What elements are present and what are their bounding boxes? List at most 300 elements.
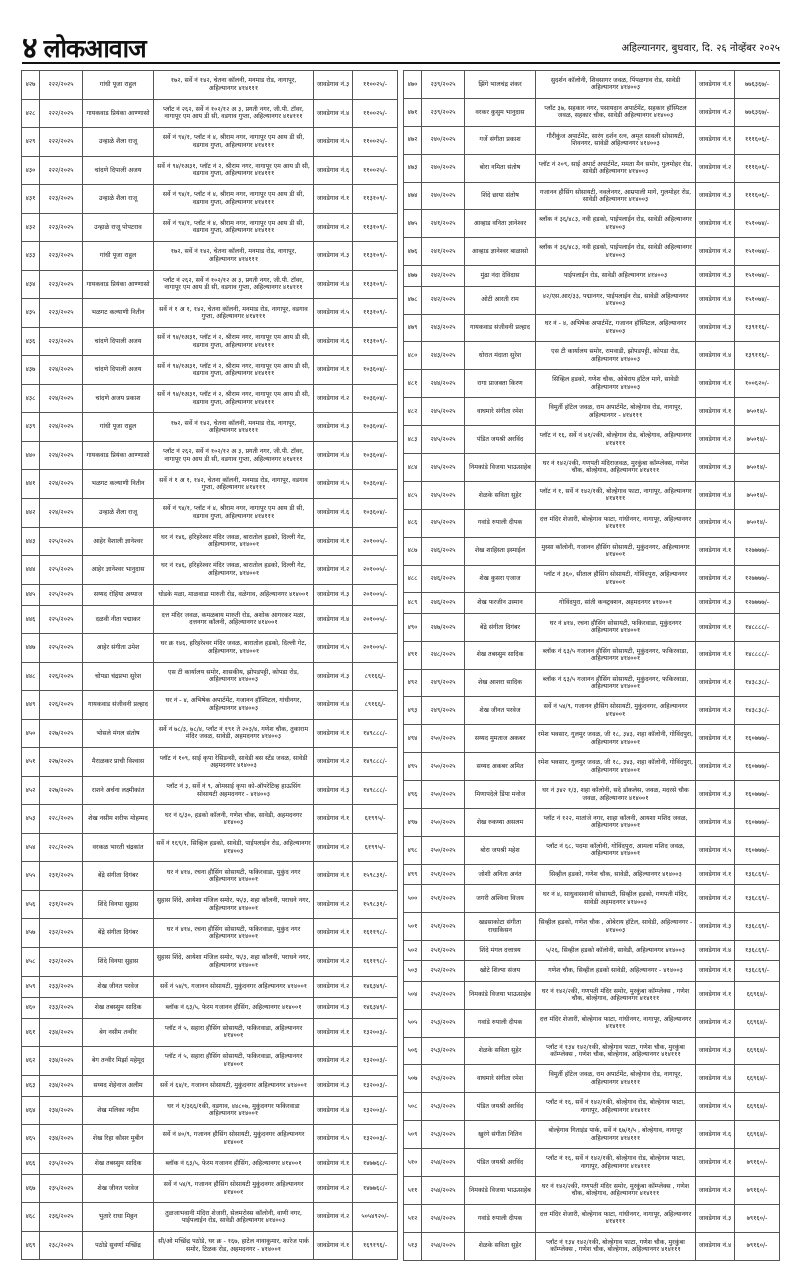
serial-number-cell: ४४४ <box>22 556 40 585</box>
person-name-cell: सय्यद अकबर अमित <box>465 753 536 781</box>
notice-table-left <box>21 70 398 1260</box>
office-cell: जावडेगाव नं.४ <box>696 342 735 370</box>
address-cell: ब्लॉक नं ३६/४८३, नवी हडको, पाईपलाईन रोड, सावेडी अहिल्यानगर ४१४००३ <box>536 210 696 238</box>
person-name-cell: शेख कुसरा एजाज <box>465 565 536 593</box>
serial-number-cell: ४९९ <box>404 864 422 884</box>
table-row <box>404 286 780 314</box>
person-name-cell: गांधी पूजा राहुल <box>83 71 154 100</box>
address-cell: गजानन हौसिंग सोसायटी, नवलेनगर, आम्रपाली मागे, गुलमोहर रोड, सावेडी अहिल्यानगर ४१४००३ <box>536 182 696 210</box>
address-cell: सर्वे नं ९४/१अ३१, प्लॉट नं २, श्रीराम नगर, नागापूर एम आय डी सी, वडगाव गुप्ता, अहिल्यानगर ४१४१११ <box>154 156 314 185</box>
person-name-cell: गवांडे रुपाली दीपक <box>465 509 536 537</box>
table-row <box>404 71 780 99</box>
person-name-cell: जोशी अनिता अनंत <box>465 864 536 884</box>
table-row <box>22 384 398 413</box>
person-name-cell: वरकळ भारती चंद्रकांत <box>83 833 154 862</box>
serial-number-cell: ४३० <box>22 156 40 185</box>
office-cell: जावडेगाव नं.३ <box>314 71 353 100</box>
office-cell: जावडेगाव नं.३ <box>696 1204 735 1232</box>
person-name-cell: निमकांडे विजया भाऊसाहेब <box>465 453 536 481</box>
office-cell: जावडेगाव नं.६ <box>314 498 353 527</box>
case-number-cell: २२६/२०२५ <box>40 691 83 720</box>
amount-cell: १६११९८/- <box>353 919 398 948</box>
address-cell: सुहास शिंदे, आयेशा मंजिल समोर, फ/३, शहा कॉलनी, पराधने नगर, अहिल्यानगर ४१४००१ <box>154 890 314 919</box>
person-name-cell: चोपडा चंद्रप्रभा सुरेश <box>83 662 154 691</box>
address-cell: सिव्हील हडको, गणेश चौक , ओबेराय हॉटेल, सावेडी, अहिल्यानगर - ४१४००३ <box>536 913 696 941</box>
person-name-cell: गवांडे रुपाली दीपक <box>465 1009 536 1037</box>
table-row <box>404 1121 780 1149</box>
office-cell: जावडेगाव नं.५ <box>696 1093 735 1121</box>
serial-number-cell: ४६७ <box>22 1174 40 1203</box>
amount-cell: १५१०७४/- <box>735 286 780 314</box>
amount-cell: ११३१०९/- <box>353 213 398 242</box>
case-number-cell: २३५/२०२५ <box>40 1174 83 1203</box>
office-cell: जावडेगाव नं.२ <box>696 565 735 593</box>
table-row <box>404 1177 780 1205</box>
table-row <box>404 210 780 238</box>
table-row <box>404 641 780 669</box>
case-number-cell: २४६/२०२५ <box>422 565 465 593</box>
amount-cell: १४६३४९/- <box>353 997 398 1018</box>
table-row <box>22 1047 398 1076</box>
table-row <box>22 356 398 385</box>
amount-cell: १०३६०४/- <box>353 470 398 499</box>
table-row <box>22 185 398 214</box>
person-name-cell: जगरी अश्विना विजय <box>465 885 536 913</box>
case-number-cell: २५०/२०२५ <box>422 781 465 809</box>
office-cell: जावडेगाव नं.३ <box>696 453 735 481</box>
case-number-cell: २२७/२०२५ <box>40 719 83 748</box>
serial-number-cell: ४५२ <box>22 776 40 805</box>
amount-cell: ११३१०९/- <box>353 185 398 214</box>
office-cell: जावडेगाव नं.१ <box>314 719 353 748</box>
table-row <box>22 776 398 805</box>
serial-number-cell: ४७३ <box>404 154 422 182</box>
address-cell: प्लॉट नं १३४ १४२/१की, बोल्हेगाव फाटा, गणेश चौक, मुरकुंबा कॉम्प्लेक्स , गणेश चौक, बोल्हेगाव, अहिल्यानगर ४१४१११ <box>536 1232 696 1260</box>
case-number-cell: २३५/२०२५ <box>40 1153 83 1174</box>
table-row <box>22 976 398 997</box>
table-row <box>22 270 398 299</box>
address-cell: एस टी कार्यालय समोर, रामवाडी, झोपडपट्टी, कोपडा रोड, अहिल्यानगर ४१४००३ <box>536 342 696 370</box>
case-number-cell: २३१/२०२५ <box>40 890 83 919</box>
office-cell: जावडेगाव नं.६ <box>314 327 353 356</box>
person-name-cell: निमकांडे विजया भाऊसाहेब <box>465 981 536 1009</box>
serial-number-cell: ४७२ <box>404 126 422 154</box>
office-cell: जावडेगाव नं.२ <box>314 833 353 862</box>
office-cell: जावडेगाव नं.४ <box>314 691 353 720</box>
person-name-cell: बेग तन्वीर मिर्झा महेमूद <box>83 1047 154 1076</box>
address-cell: घर नं ४१४, रचना हौसिंग सोसायटी, फकिरवाडा, मुकुंद नगर अहिल्यानगर ४१४००१ <box>154 919 314 948</box>
amount-cell: ५०५४९२०/- <box>353 1203 398 1232</box>
office-cell: जावडेगाव नं.२ <box>314 976 353 997</box>
amount-cell: ७९१६०/- <box>735 1177 780 1205</box>
office-cell: जावडेगाव नं.१ <box>314 1018 353 1047</box>
person-name-cell: ओटी आरती राम <box>465 286 536 314</box>
amount-cell: ६६९६४/- <box>735 981 780 1009</box>
person-name-cell: चांदणे दिपाली अजय <box>83 356 154 385</box>
case-number-cell: २४५/२०२५ <box>422 398 465 426</box>
address-cell: घर नं - ४, अभिषेक अपार्टमेंट, गजानन हॉस्पिटल, गांधीनगर, अहिल्यानगर ४१४००३ <box>154 691 314 720</box>
office-cell: जावडेगाव नं.१ <box>696 210 735 238</box>
serial-number-cell: ५०४ <box>404 981 422 1009</box>
amount-cell: २०१००५/- <box>353 527 398 556</box>
table-row <box>404 613 780 641</box>
table-row <box>404 1037 780 1065</box>
serial-number-cell: ४३६ <box>22 327 40 356</box>
serial-number-cell: ४९० <box>404 613 422 641</box>
table-row <box>404 509 780 537</box>
case-number-cell: २२५/२०२५ <box>40 556 83 585</box>
table-row <box>404 238 780 266</box>
left-column <box>21 70 398 1260</box>
office-cell: जावडेगाव नं.१ <box>696 725 735 753</box>
person-name-cell: बोरा जयश्री महेश <box>465 836 536 864</box>
serial-number-cell: ४५९ <box>22 976 40 997</box>
case-number-cell: २५१/२०२५ <box>422 913 465 941</box>
address-cell: प्लॉट नं २६२, सर्वे नं १०२/१२ अ ३, प्रगती नगर, जी.पी. टॉवर, नागापूर एम आय डी सी, वडगाव गुप्ता, अहिल्यानगर ४१४१११ <box>154 99 314 128</box>
amount-cell: २०१००५/- <box>353 634 398 663</box>
office-cell: जावडेगाव नं.५ <box>314 1125 353 1154</box>
amount-cell: ७५०१४/- <box>735 509 780 537</box>
address-cell: प्लॉट नं ३, सर्वे नं ९, ओमसाई कृपा को-ऑपरेटिव्ह हाऊसिंग सोसायटी अहमदनगर - ४१४००३ <box>154 776 314 805</box>
serial-number-cell: ४७७ <box>404 266 422 286</box>
table-row <box>404 697 780 725</box>
office-cell: जावडेगाव नं.३ <box>696 266 735 286</box>
table-row <box>22 1096 398 1125</box>
serial-number-cell: ५०१ <box>404 913 422 941</box>
amount-cell: १६९१९६/- <box>353 1231 398 1260</box>
right-column <box>403 70 780 1261</box>
person-name-cell: सय्यद रोहिया अय्याज <box>83 584 154 605</box>
office-cell: जावडेगाव नं.१ <box>696 1149 735 1177</box>
address-cell: ब्लॉक नं ६३/५, फेरम गजानन हौसिंग, अहिल्यानगर ४१४००१ <box>154 1153 314 1174</box>
amount-cell: १००६२०/- <box>735 370 780 398</box>
office-cell: जावडेगाव नं.३ <box>314 776 353 805</box>
case-number-cell: २४८/२०२५ <box>422 641 465 669</box>
case-number-cell: २५३/२०२५ <box>422 1037 465 1065</box>
office-cell: जावडेगाव नं.१ <box>696 864 735 884</box>
amount-cell: ८९१६६/- <box>353 691 398 720</box>
case-number-cell: २२२/२०२५ <box>40 156 83 185</box>
serial-number-cell: ५०० <box>404 885 422 913</box>
address-cell: सुहास शिंदे, आयेशा मंजिल समोर, फ/३, शहा कॉलनी, पराधने नगर, अहिल्यानगर ४१४००१ <box>154 947 314 976</box>
amount-cell: १२७७७७/- <box>735 537 780 565</box>
table-row <box>22 1075 398 1096</box>
case-number-cell: २४५/२०२५ <box>422 509 465 537</box>
case-number-cell: २२८/२०२५ <box>40 833 83 862</box>
address-cell: दत्त मंदिर शेजारी, बोल्हेगाव फाटा, गांधीनगर, नागापूर, अहिल्यानगर ४१४१११ <box>536 509 696 537</box>
address-cell: घर क्र १४६, हरिहरेश्वर मंदिर जवळ, बारातोल हडको, दिल्ली गेट, अहिल्यानगर, ४१४००१ <box>154 634 314 663</box>
address-cell: दत्त मंदिर शेजारी, बोल्हेगाव फाटा, गांधीनगर, नागापूर, अहिल्यानगर ४१४१११ <box>536 1204 696 1232</box>
person-name-cell: चांदणे दिपाली अजय <box>83 327 154 356</box>
person-name-cell: शेख आशरा सादिक <box>465 669 536 697</box>
case-number-cell: २४९/२०२५ <box>422 669 465 697</box>
address-cell: सर्वे नं ७८/३, ७८/४, प्लॉट नं १९१ ते २०३/४, गणेश चौक, तुकाराम मंदिर जवळ, सावेडी, अहमदनगर ४१४००३ <box>154 719 314 748</box>
amount-cell: १४६३४९/- <box>353 976 398 997</box>
amount-cell: १३६८६९/- <box>735 885 780 913</box>
office-cell: जावडेगाव नं.१ <box>314 862 353 891</box>
address-cell: प्लॉट नं ५, सहारा हौसिंग सोसायटी, फकिरवाडा, अहिल्यानगर ४१४००१ <box>154 1047 314 1076</box>
office-cell: जावडेगाव नं.६ <box>696 1121 735 1149</box>
table-row <box>22 862 398 891</box>
person-name-cell: बेंद्रे संगीता दिगंबर <box>465 613 536 641</box>
table-row <box>22 662 398 691</box>
address-cell: घर नं ६/३०, हडको कॉलनी, गणेश चौक, सावेडी, अहमदनगर ४१४००३ <box>154 805 314 834</box>
amount-cell: १४९८८८/- <box>353 748 398 777</box>
serial-number-cell: ४८७ <box>404 537 422 565</box>
case-number-cell: २२७/२०२५ <box>40 776 83 805</box>
serial-number-cell: ४९१ <box>404 641 422 669</box>
office-cell: जावडेगाव नं.१ <box>314 919 353 948</box>
serial-number-cell: ४८० <box>404 342 422 370</box>
amount-cell: ६६९६४/- <box>735 1009 780 1037</box>
person-name-cell: वाघमारे संगीता रमेश <box>465 1065 536 1093</box>
case-number-cell: २२६/२०२५ <box>40 662 83 691</box>
serial-number-cell: ५०२ <box>404 941 422 961</box>
amount-cell: १३९११६/- <box>735 342 780 370</box>
serial-number-cell: ४७८ <box>404 286 422 314</box>
serial-number-cell: ४४२ <box>22 498 40 527</box>
serial-number-cell: ४४१ <box>22 470 40 499</box>
address-cell: सर्वे नं ५४/९, गजानन हौसिंग सोसायटी, मुकुंदनगर, अहिल्यानगर ४१४००१ <box>536 697 696 725</box>
amount-cell: ८९१६६/- <box>353 662 398 691</box>
person-name-cell: भुतारे राधा मिठ्ठन <box>83 1203 154 1232</box>
amount-cell: १३६८६९/- <box>735 961 780 981</box>
person-name-cell: रागा प्राजक्ता किरण <box>465 370 536 398</box>
amount-cell: १३२००३/- <box>353 1096 398 1125</box>
serial-number-cell: ५११ <box>404 1177 422 1205</box>
office-cell: जावडेगाव नं.३ <box>314 997 353 1018</box>
case-number-cell: २३८/२०२५ <box>40 1231 83 1260</box>
amount-cell: ७५०१४/- <box>735 398 780 426</box>
person-name-cell: धोरात मंदाता सुरेश <box>465 342 536 370</box>
table-row <box>404 370 780 398</box>
table-row <box>404 809 780 837</box>
office-cell: जावडेगाव नं.१ <box>314 805 353 834</box>
address-cell: गोविंदपुरा, सांती कन्स्ट्रक्शन, अहमदनगर ४१४००१ <box>536 593 696 613</box>
serial-number-cell: ४९८ <box>404 836 422 864</box>
table-row <box>404 266 780 286</box>
case-number-cell: २२४/२०२५ <box>40 413 83 442</box>
address-cell: सर्वे नं ६४/१, गजानन सोसायटी, मुकुंदनगर अहिल्यानगर ४१४००१ <box>154 1075 314 1096</box>
person-name-cell: पंडित जयश्री अरविंद <box>465 1149 536 1177</box>
office-cell: जावडेगाव नं.३ <box>314 662 353 691</box>
table-row <box>404 781 780 809</box>
office-cell: जावडेगाव नं.३ <box>696 182 735 210</box>
table-row <box>22 947 398 976</box>
serial-number-cell: ४२७ <box>22 71 40 100</box>
amount-cell: १४८८८८/- <box>735 641 780 669</box>
person-name-cell: चांदणे दिपाली अजय <box>83 156 154 185</box>
table-row <box>22 1231 398 1260</box>
serial-number-cell: ४६५ <box>22 1125 40 1154</box>
table-row <box>22 634 398 663</box>
amount-cell: ६६९६४/- <box>735 1121 780 1149</box>
person-name-cell: दळवी नीता पद्माकर <box>83 605 154 634</box>
amount-cell: ६१९९५/- <box>353 805 398 834</box>
amount-cell: १४९८८८/- <box>353 719 398 748</box>
office-cell: जावडेगाव नं.२ <box>696 238 735 266</box>
address-cell: बोल्हेगाव गिताइंड पार्क, सर्वे नं ६७/१/५ , बोल्हेगाव, नागापूर अहिल्यानगर ४१४१११ <box>536 1121 696 1149</box>
amount-cell: १६०७७७/- <box>735 781 780 809</box>
serial-number-cell: ५०९ <box>404 1121 422 1149</box>
table-row <box>22 299 398 328</box>
address-cell: सी/ओ मच्छिंद्र पठोडे, घर क्र - १६७, हाटेल नावाकुमार, कारेज पार्क समोर, टिळक रोड, अहमदनगर - ४१४००१ <box>154 1231 314 1260</box>
office-cell: जावडेगाव नं.४ <box>696 1065 735 1093</box>
office-cell: जावडेगाव नं.४ <box>314 605 353 634</box>
office-cell: जावडेगाव नं.२ <box>696 1177 735 1205</box>
amount-cell: १४३८३८/- <box>735 669 780 697</box>
office-cell: जावडेगाव नं.३ <box>314 584 353 605</box>
person-name-cell: गायकवाड प्रियंका आण्णासो <box>83 270 154 299</box>
person-name-cell: सय्यद मुमताज अकबर <box>465 725 536 753</box>
office-cell: जावडेगाव नं.२ <box>696 697 735 725</box>
amount-cell: ७९१६०/- <box>735 1232 780 1260</box>
table-row <box>22 470 398 499</box>
amount-cell: १११६०६/- <box>735 154 780 182</box>
office-cell: जावडेगाव नं.२ <box>696 426 735 454</box>
office-cell: जावडेगाव नं.१ <box>696 370 735 398</box>
serial-number-cell: ४५८ <box>22 947 40 976</box>
office-cell: जावडेगाव नं.१ <box>314 527 353 556</box>
serial-number-cell: ४६८ <box>22 1203 40 1232</box>
address-cell: मुस्सा कॉलोनी, गजानन हौसिंग सोसायटी, मुकुंदनगर, अहिल्यानगर ४१४००१ <box>536 537 696 565</box>
address-cell: घर नं - ४, अभिषेक अपार्टमेंट, गजानन हॉस्पिटल, अहिल्यानगर ४१४००३ <box>536 314 696 342</box>
table-row <box>404 1093 780 1121</box>
table-row <box>404 426 780 454</box>
amount-cell: १६०७७७/- <box>735 753 780 781</box>
person-name-cell: खुरंगे संगीता नितिन <box>465 1121 536 1149</box>
address-cell: पाईपलाईन रोड, सावेडी अहिल्यानगर ४१४००३ <box>536 266 696 286</box>
office-cell: जावडेगाव नं.४ <box>314 270 353 299</box>
person-name-cell: भळगट कल्याणी नितीन <box>83 299 154 328</box>
office-cell: जावडेगाव नं.४ <box>696 809 735 837</box>
case-number-cell: २२४/२०२५ <box>40 384 83 413</box>
amount-cell: १४७७६८/- <box>353 1153 398 1174</box>
page-number: ४ <box>22 31 38 66</box>
office-cell: जावडेगाव नं.३ <box>696 314 735 342</box>
serial-number-cell: ४७५ <box>404 210 422 238</box>
serial-number-cell: ४३८ <box>22 384 40 413</box>
serial-number-cell: ४५७ <box>22 919 40 948</box>
case-number-cell: २२३/२०२५ <box>40 185 83 214</box>
amount-cell: १६०७७७/- <box>735 836 780 864</box>
serial-number-cell: ४३४ <box>22 270 40 299</box>
case-number-cell: २२४/२०२५ <box>40 470 83 499</box>
office-cell: जावडेगाव नं.५ <box>696 836 735 864</box>
case-number-cell: २३४/२०२५ <box>40 1096 83 1125</box>
address-cell: प्लॉट नं १२२, मातांजे नगर, शाहा कॉलनी, आयशा मशिद जवळ, अहिल्यानगर ४१४००१ <box>536 809 696 837</box>
case-number-cell: २२२/२०२५ <box>40 71 83 100</box>
address-cell: गौरीकुंज अपार्टमेंट, सारंग दर्शन रत्न, अमृत सावली सोसायटी, शिवनगर, सावेडी अहिल्यानगर ४१४००३ <box>536 126 696 154</box>
case-number-cell: २२२/२०२५ <box>40 128 83 157</box>
person-name-cell: बोरा नमिता संतोष <box>465 154 536 182</box>
serial-number-cell: ४५१ <box>22 748 40 777</box>
address-cell: ब्लॉक नं ६३/५ गजानन हौसिंग सोसायटी, मुकुंदनगर, फकिरवाडा, अहिल्यानगर ४१४००१ <box>536 669 696 697</box>
person-name-cell: खडसाकोटा संगीता राधाकिसन <box>465 913 536 941</box>
table-row <box>22 99 398 128</box>
table-row <box>22 327 398 356</box>
case-number-cell: २५०/२०२५ <box>422 809 465 837</box>
person-name-cell: खोटे शिल्पा संजय <box>465 961 536 981</box>
table-row <box>22 242 398 271</box>
office-cell: जावडेगाव नं.५ <box>314 299 353 328</box>
serial-number-cell: ४५३ <box>22 805 40 834</box>
serial-number-cell: ५०५ <box>404 1009 422 1037</box>
office-cell: जावडेगाव नं.३ <box>314 1075 353 1096</box>
serial-number-cell: ४४० <box>22 441 40 470</box>
person-name-cell: वरकर कुसुम भानुदास <box>465 98 536 126</box>
office-cell: जावडेगाव नं.२ <box>314 384 353 413</box>
serial-number-cell: ४५० <box>22 719 40 748</box>
amount-cell: ११३१०९/- <box>353 327 398 356</box>
person-name-cell: बेंद्रे संगीता दिगंबर <box>83 862 154 891</box>
address-cell: सर्वे नं ९४/१, प्लॉट नं ४, श्रीराम नगर, नागापूर एम आय डी सी, वडगाव गुप्ता, अहिल्यानगर ४१४१११ <box>154 128 314 157</box>
person-name-cell: शेख रिहा कौसर मुबीन <box>83 1125 154 1154</box>
office-cell: जावडेगाव नं.१ <box>696 641 735 669</box>
serial-number-cell: ४८८ <box>404 565 422 593</box>
table-row <box>22 156 398 185</box>
case-number-cell: २४५/२०२५ <box>422 426 465 454</box>
person-name-cell: शिंदे विनया सुहास <box>83 947 154 976</box>
address-cell: सर्वे नं ९४/१, प्लॉट नं ४, श्रीराम नगर, नागापूर एम आय डी सी, वडगाव गुप्ता, अहिल्यानगर ४१४१११ <box>154 498 314 527</box>
serial-number-cell: ५१० <box>404 1149 422 1177</box>
office-cell: जावडेगाव नं.२ <box>314 748 353 777</box>
table-row <box>22 605 398 634</box>
person-name-cell: गायकवाड प्रियंका आण्णासो <box>83 99 154 128</box>
case-number-cell: २३४/२०२५ <box>40 1075 83 1096</box>
amount-cell: ११००२५/- <box>353 99 398 128</box>
table-row <box>404 753 780 781</box>
person-name-cell: शेख जीनत परवेज <box>465 697 536 725</box>
table-row <box>22 833 398 862</box>
address-cell: सर्वे नं ९४/१अ३१, प्लॉट नं २, श्रीराम नगर, नागापूर एम आय डी सी, वडगाव गुप्ता, अहिल्यानगर ४१४१११ <box>154 327 314 356</box>
address-cell: ब्लॉक नं ६३/५ गजानन हौसिंग सोसायटी, मुकुंदनगर, फकिरवाडा, अहिल्यानगर ४१४००१ <box>536 641 696 669</box>
serial-number-cell: ४५५ <box>22 862 40 891</box>
amount-cell: १०३६०४/- <box>353 498 398 527</box>
serial-number-cell: ४४६ <box>22 605 40 634</box>
amount-cell: ११००२५/- <box>353 71 398 100</box>
address-cell: ब्लॉक नं ३६/४८३, नवी हडको, पाईपलाईन रोड, सावेडी अहिल्यानगर ४१४००३ <box>536 238 696 266</box>
person-name-cell: शेख नसीम शरीफ मोहम्मद <box>83 805 154 834</box>
amount-cell: ११३१०९/- <box>353 270 398 299</box>
office-cell: जावडेगाव नं.३ <box>696 1037 735 1065</box>
case-number-cell: २२३/२०२५ <box>40 327 83 356</box>
address-cell: घर नं ४१४, रचना हौसिंग सोसायटी, फकिरवाडा, मुकुंदनगर अहिल्यानगर ४१४००१ <box>536 613 696 641</box>
case-number-cell: २४०/२०२५ <box>422 182 465 210</box>
office-cell: जावडेगाव नं.२ <box>314 556 353 585</box>
address-cell: प्लॉट नं २०९, साई अपार्ट अपार्टमेंट, ममता मैन समोर, गुलमोहर रोड, सावेडी अहिल्यानगर ४१४००३ <box>536 154 696 182</box>
table-row <box>404 981 780 1009</box>
case-number-cell: २५०/२०२५ <box>422 836 465 864</box>
serial-number-cell: ४६१ <box>22 1018 40 1047</box>
case-number-cell: २२५/२०२५ <box>40 634 83 663</box>
serial-number-cell: ४४८ <box>22 662 40 691</box>
table-row <box>404 836 780 864</box>
person-name-cell: शेख फरजीन उस्मान <box>465 593 536 613</box>
case-number-cell: २३४/२०२५ <box>40 1125 83 1154</box>
address-cell: सिव्हील हडको, गणेश चौक, सावेडी, अहिल्यानगर ४१४००३ <box>536 864 696 884</box>
serial-number-cell: ४५६ <box>22 890 40 919</box>
person-name-cell: भोसले मंगल संतोष <box>83 719 154 748</box>
table-row <box>404 481 780 509</box>
office-cell: जावडेगाव नं.१ <box>696 981 735 1009</box>
amount-cell: १६०७७७/- <box>735 809 780 837</box>
address-cell: सर्वे नं ९४/१अ३१, प्लॉट नं २, श्रीराम नगर, नागापूर एम आय डी सी, वडगाव गुप्ता, अहिल्यानगर ४१४१११ <box>154 356 314 385</box>
serial-number-cell: ४७४ <box>404 182 422 210</box>
serial-number-cell: ४५४ <box>22 833 40 862</box>
address-cell: १७२, सर्वे नं १४२, चेतना कॉलनी, मनमाड रोड, नागापूर, अहिल्यानगर ४१४१११ <box>154 242 314 271</box>
case-number-cell: २३१/२०२५ <box>40 862 83 891</box>
